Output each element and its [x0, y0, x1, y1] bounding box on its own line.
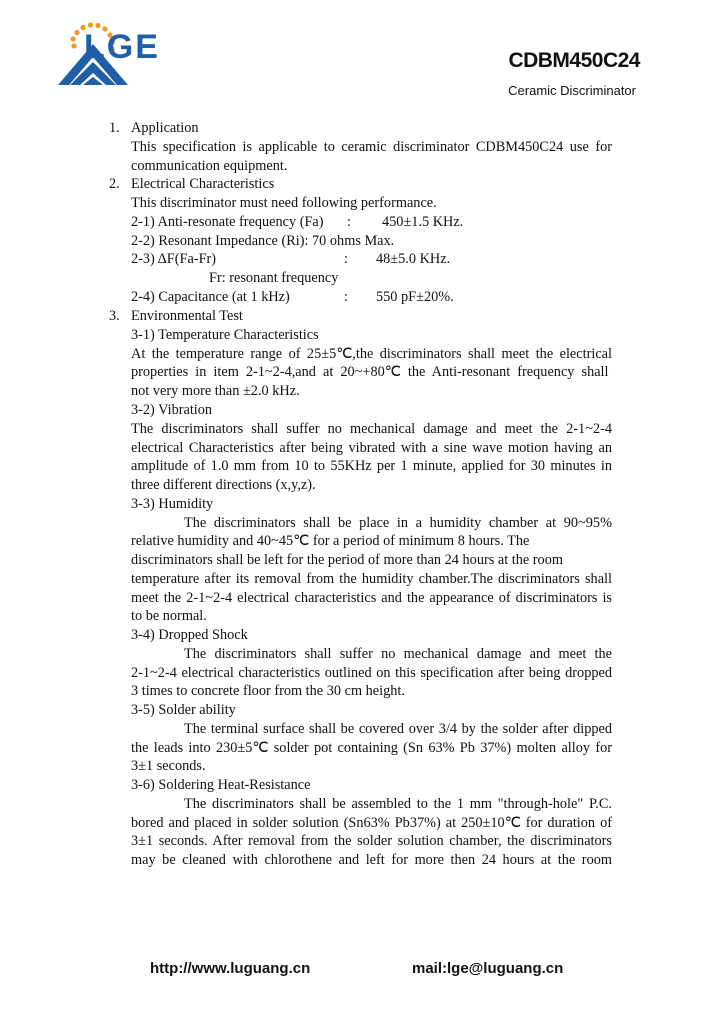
- part-number: CDBM450C24: [508, 49, 640, 72]
- paragraph-line: properties in item 2-1~2-4,and at 20~+80℃ the Anti-resonant frequency shall: [131, 364, 609, 380]
- spec-value: 48±5.0 KHz.: [376, 251, 451, 267]
- footer-website-link[interactable]: http://www.luguang.cn: [150, 960, 311, 977]
- subsection-title: 3-1) Temperature Characteristics: [131, 327, 319, 343]
- subsection-title: 3-2) Vibration: [131, 402, 213, 418]
- section-title: Environmental Test: [131, 308, 243, 324]
- spec-colon: :: [344, 251, 348, 267]
- paragraph-line: meet the 2-1~2-4 electrical characteristics and the appearance of discriminators is: [131, 590, 612, 606]
- paragraph-line: 3±1 seconds. After removal from the solder solution chamber, the discriminators: [131, 833, 612, 849]
- subsection-title: 3-4) Dropped Shock: [131, 627, 248, 643]
- paragraph-line: The discriminators shall be assembled to the 1 mm "through-hole" P.C.: [184, 796, 612, 812]
- paragraph-line: communication equipment.: [131, 158, 288, 174]
- paragraph-line: discriminators shall be left for the period of more than 24 hours at the room: [131, 552, 563, 568]
- subsection-title: 3-5) Solder ability: [131, 702, 236, 718]
- paragraph-line: At the temperature range of 25±5℃,the discriminators shall meet the electrical: [131, 346, 612, 362]
- paragraph-line: relative humidity and 40~45℃ for a period of minimum 8 hours. The: [131, 533, 530, 549]
- paragraph-line: the leads into 230±5℃ solder pot containing (Sn 63% Pb 37%) molten alloy for: [131, 740, 612, 756]
- spec-note: Fr: resonant frequency: [209, 270, 339, 286]
- spec-line: 2-2) Resonant Impedance (Ri): 70 ohms Max.: [131, 233, 395, 249]
- paragraph-line: amplitude of 1.0 mm from 10 to 55KHz per 1 minute, applied for 30 minutes in: [131, 458, 612, 474]
- spec-value: 450±1.5 KHz.: [382, 214, 464, 230]
- section-title: Application: [131, 120, 199, 136]
- subsection-title: 3-6) Soldering Heat-Resistance: [131, 777, 311, 793]
- paragraph-line: The discriminators shall suffer no mechanical damage and meet the 2-1~2-4: [131, 421, 612, 437]
- footer-email-link[interactable]: mail:lge@luguang.cn: [412, 960, 564, 977]
- spec-colon: :: [344, 289, 348, 305]
- paragraph-line: may be cleaned with chlorothene and left for more then 24 hours at the room: [131, 852, 612, 868]
- section-number: 3.: [109, 308, 120, 324]
- paragraph-line: The terminal surface shall be covered over 3/4 by the solder after dipped: [184, 721, 612, 737]
- paragraph-line: three different directions (x,y,z).: [131, 477, 316, 493]
- paragraph-line: not very more than ±2.0 kHz.: [131, 383, 300, 399]
- paragraph-line: bored and placed in solder solution (Sn63% Pb37%) at 250±10℃ for duration of: [131, 815, 612, 831]
- spec-value: 550 pF±20%.: [376, 289, 454, 305]
- paragraph-line: to be normal.: [131, 608, 207, 624]
- paragraph-line: This specification is applicable to ceramic discriminator CDBM450C24 use for: [131, 139, 612, 155]
- section-title: Electrical Characteristics: [131, 176, 275, 192]
- section-number: 1.: [109, 120, 120, 136]
- paragraph-line: This discriminator must need following performance.: [131, 195, 437, 211]
- paragraph-line: electrical Characteristics after being vibrated with a sine wave motion having an: [131, 440, 612, 456]
- paragraph-line: 2-1~2-4 electrical characteristics outlined on this specification after being dropped: [131, 665, 612, 681]
- paragraph-line: 3±1 seconds.: [131, 758, 206, 774]
- spec-label: 2-3) ΔF(Fa-Fr): [131, 251, 217, 267]
- paragraph-line: The discriminators shall be place in a humidity chamber at 90~95%: [184, 515, 612, 531]
- paragraph-line: temperature after its removal from the humidity chamber.The discriminators shall: [131, 571, 612, 587]
- spec-label: 2-4) Capacitance (at 1 kHz): [131, 289, 290, 305]
- paragraph-line: The discriminators shall suffer no mechanical damage and meet the: [184, 646, 612, 662]
- subsection-title: 3-3) Humidity: [131, 496, 214, 512]
- part-description: Ceramic Discriminator: [508, 83, 636, 98]
- paragraph-line: 3 times to concrete floor from the 30 cm height.: [131, 683, 405, 699]
- spec-label: 2-1) Anti-resonate frequency (Fa): [131, 214, 324, 230]
- section-number: 2.: [109, 176, 120, 192]
- logo-wordmark: LGE: [84, 28, 160, 66]
- spec-colon: :: [347, 214, 351, 230]
